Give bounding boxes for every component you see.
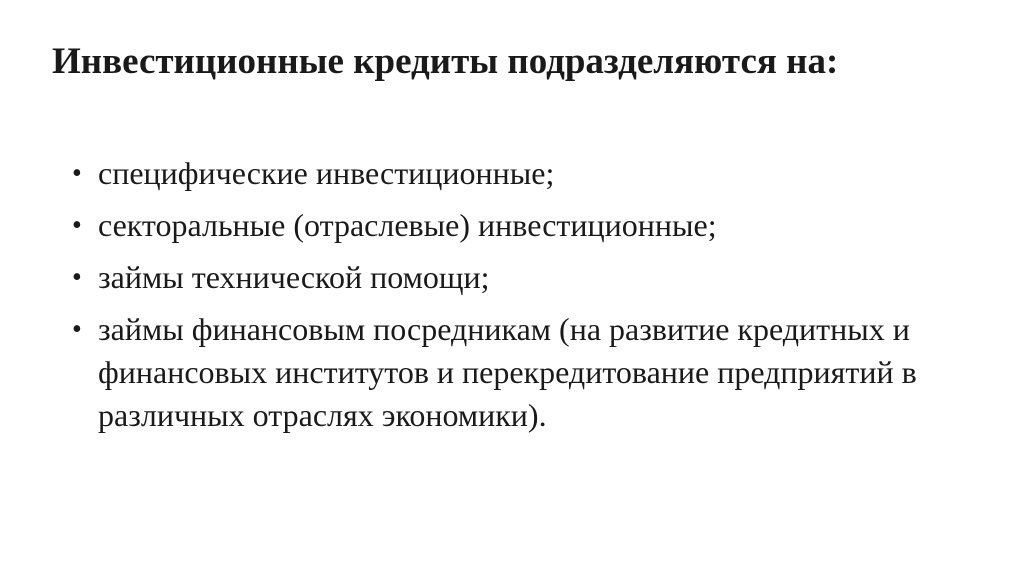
list-item-text: специфические инвестиционные; (98, 155, 555, 191)
bullet-icon: • (72, 262, 82, 293)
list-item (72, 256, 972, 299)
list-item-text: займы технической помощи; (98, 259, 490, 295)
bullet-icon: • (72, 314, 82, 345)
slide-title: Инвестиционные кредиты подразделяются на: (52, 41, 839, 82)
list-item-text: займы финансовым посредникам (на развитие кредитных и финансовых институтов и перекредитование предприятий в различных отраслях экономики). (98, 311, 917, 433)
list-item (72, 308, 972, 437)
list-item (72, 204, 972, 247)
list-item (72, 152, 972, 195)
bullet-list (72, 152, 972, 446)
bullet-icon: • (72, 210, 82, 241)
bullet-icon: • (72, 158, 82, 189)
list-item-text: секторальные (отраслевые) инвестиционные; (98, 207, 717, 243)
